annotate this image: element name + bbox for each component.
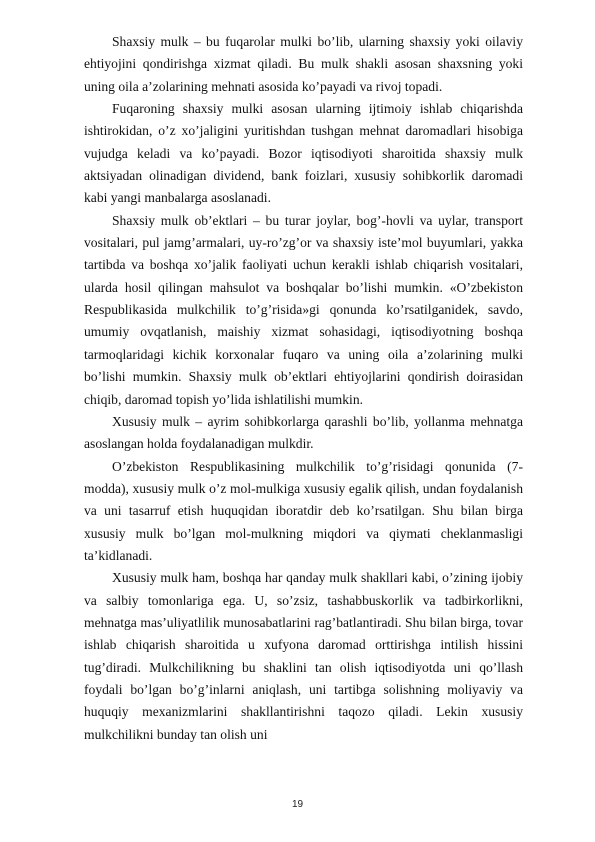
- page-number: 19: [291, 799, 304, 810]
- paragraph-private-property-pros-cons: Xususiy mulk ham, boshqa har qanday mulk shakllari kabi, o’zining ijobiy va salbiy tomonlariga ega. U, so’zsiz, tashabbuskorlik va tadbirkorlikni, mehnatga mas’uliyatlilik munosabatlarini rag’batlantiradi. Shu bilan birga, tovar ishlab chiqarish sharoitida u xufyona daromad orttirishga intilish hissini tug’diradi. Mulkchilikning bu shaklini tan olish iqtisodiyotda uni qo’llash foydali bo’lgan bo’g’inlarni aniqlash, uni tartibga solishning moliyaviy va huquqiy mexanizmlarini shakllantirishni taqozo qiladi. Lekin xususiy mulkchilikni bunday tan olish uni: [84, 570, 523, 742]
- document-page: [84, 31, 523, 746]
- paragraph-private-property-definition: Xususiy mulk – ayrim sohibkorlarga qarashli bo’lib, yollanma mehnatga asoslangan holda foydalanadigan mulkdir.: [84, 413, 523, 452]
- paragraph-private-property-law: O’zbekiston Respublikasining mulkchilik to’g’risidagi qonunida (7-modda), xususiy mulk o’z mol-mulkiga xususiy egalik qilish, undan foydalanish va uni tasarruf etish huquqidan iboratdir deb ko’rsatilgan. Shu bilan birga xususiy mulk bo’lgan mol-mulkning miqdori va qiymati cheklanmasligi ta’kidlanadi.: [84, 458, 523, 563]
- paragraph-personal-property-objects: Shaxsiy mulk ob’ektlari – bu turar joylar, bog’-hovli va uylar, transport vositalari, pul jamg’armalari, uy-ro’zg’or va shaxsiy iste’mol buyumlari, yakka tartibda va boshqa xo’jalik faoliyati uchun kerakli ishlab chiqarish vositalari, ularda hosil qilingan mahsulot va boshqalar bo’lishi mumkin. «O’zbekiston Respublikasida mulkchilik to’g’risida»gi qonunda ko’rsatilganidek, savdo, umumiy ovqatlanish, maishiy xizmat sohasidagi, iqtisodiyotning boshqa tarmoqlaridagi kichik korxonalar fuqaro va uning oila a’zolarining mulki bo’lishi mumkin. Shaxsiy mulk ob’ektlari ehtiyojlarini qondirish doirasidan chiqib, daromad topish yo’lida ishlatilishi mumkin.: [84, 212, 523, 407]
- paragraph-personal-property-sources: Fuqaroning shaxsiy mulki asosan ularning ijtimoiy ishlab chiqarishda ishtirokidan, o’z xo’jaligini yuritishdan tushgan mehnat daromadlari hisobiga vujudga keladi va ko’payadi. Bozor iqtisodiyoti sharoitida shaxsiy mulk aktsiyadan olinadigan dividend, bank foizlari, xususiy sohibkorlik daromadi kabi yangi manbalarga asoslanadi.: [84, 101, 523, 206]
- paragraph-personal-property-definition: Shaxsiy mulk – bu fuqarolar mulki bo’lib, ularning shaxsiy yoki oilaviy ehtiyojini qondirishga xizmat qiladi. Bu mulk shakli asosan shaxsning yoki uning oila a’zolarining mehnati asosida ko’payadi va rivoj topadi.: [84, 34, 523, 94]
